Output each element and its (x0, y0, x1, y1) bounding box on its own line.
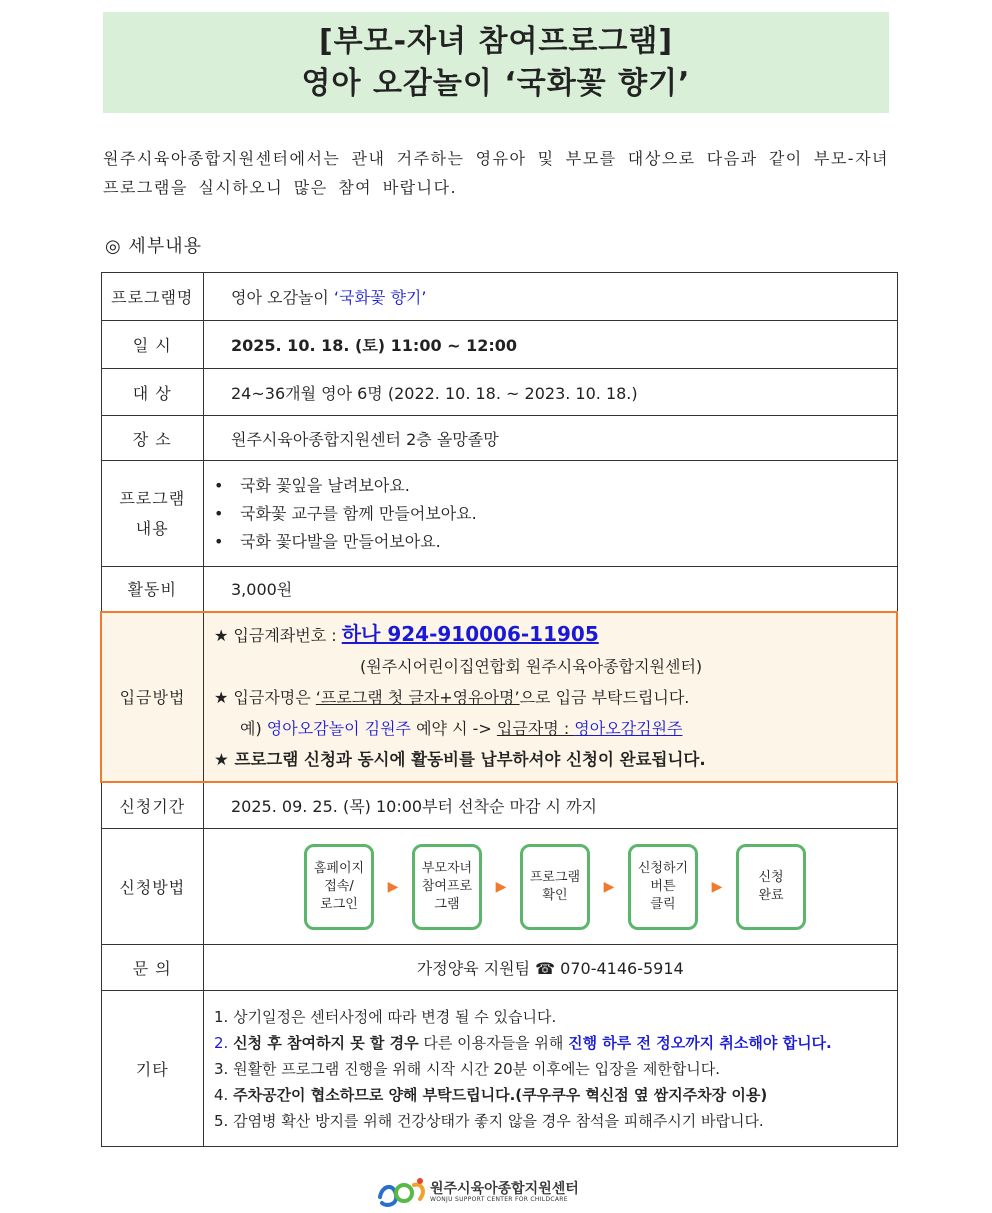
arrow-icon: ▶ (711, 878, 723, 895)
label-period: 신청기간 (101, 782, 204, 829)
example-line (214, 713, 896, 744)
arrow-icon: ▶ (495, 878, 507, 895)
row-target (101, 369, 897, 416)
example-prefix: 예) (240, 718, 267, 738)
account-prefix: ★ 입금계좌번호 : (214, 625, 342, 645)
row-payment (101, 612, 897, 782)
detail-table (100, 272, 898, 1147)
etc-note-2: 2. 신청 후 참여하지 못 할 경우 다른 이용자들을 위해 진행 하루 전 정오까지 취소해야 합니다. (214, 1033, 832, 1052)
label-etc: 기타 (101, 991, 204, 1147)
fee-value: 3,000원 (204, 567, 898, 612)
arrow-icon: ▶ (387, 878, 399, 895)
label-fee: 활동비 (101, 567, 204, 612)
label-place: 장 소 (101, 416, 204, 461)
depositor-suffix: 으로 입금 부탁드립니다. (519, 687, 690, 707)
step-box: 신청 완료 (736, 844, 806, 930)
etc-note-1: 1. 상기일정은 센터사정에 따라 변경 될 수 있습니다. (214, 1007, 557, 1026)
row-fee (101, 567, 897, 612)
row-datetime (101, 321, 897, 369)
payment-notice: ★ 프로그램 신청과 동시에 활동비를 납부하셔야 신청이 완료됩니다. (214, 749, 706, 769)
contact-team: 가정양육 지원팀 (416, 959, 536, 978)
etc-note-3: 3. 원활한 프로그램 진행을 위해 시작 시간 20분 이후에는 입장을 제한합니다. (214, 1059, 721, 1078)
etc-note-4: 4. 주차공간이 협소하므로 양해 부탁드립니다.(쿠우쿠우 혁신점 옆 쌈지주차장 이용) (214, 1085, 768, 1104)
list-item: • 국화꽃 교구를 함께 만들어보아요. (214, 500, 897, 528)
footer-name: 원주시육아종합지원센터 (430, 1181, 579, 1197)
intro-text: 원주시육아종합지원센터에서는 관내 거주하는 영유아 및 부모를 대상으로 다음과 같이 부모-자녀 프로그램을 실시하오니 많은 참여 바랍니다. (103, 149, 889, 197)
step-box: 신청하기 버튼 클릭 (628, 844, 698, 930)
phone-icon: ☎ (535, 959, 556, 978)
title-line2: 영아 오감놀이 ‘국화꽃 향기’ (301, 66, 691, 101)
label-contact: 문 의 (101, 945, 204, 991)
list-item: • 국화 꽃잎을 날려보아요. (214, 472, 897, 500)
center-logo-icon (376, 1175, 428, 1209)
depositor-prefix: ★ 입금자명은 (214, 687, 316, 707)
row-period (101, 782, 897, 829)
label-target: 대 상 (101, 369, 204, 416)
depositor-rule: ‘프로그램 첫 글자+영유아명’ (315, 687, 520, 707)
example-result: 영아오감김원주 (574, 718, 683, 738)
row-content (101, 461, 897, 567)
period-value: 2025. 09. 25. (목) 10:00부터 선착순 마감 시 까지 (204, 782, 898, 829)
example-name: 영아오감놀이 김원주 (266, 718, 411, 738)
arrow-icon: ▶ (603, 878, 615, 895)
title-banner (103, 12, 889, 113)
row-contact (101, 945, 897, 991)
list-item: • 국화 꽃다발을 만들어보아요. (214, 528, 897, 556)
label-content-line1: 프로그램 (119, 488, 186, 508)
account-holder: (원주시어린이집연합회 원주시육아종합지원센터) (360, 656, 703, 676)
label-payment: 입금방법 (101, 612, 204, 782)
account-line (214, 619, 896, 651)
footer-sub: WONJU SUPPORT CENTER FOR CHILDCARE (430, 1196, 568, 1203)
label-datetime: 일 시 (101, 321, 204, 369)
step-flow (204, 844, 897, 930)
program-name-highlight: ‘국화꽃 향기’ (333, 288, 427, 307)
example-mid: 예약 시 -> (411, 718, 497, 738)
step-box: 부모자녀 참여프로 그램 (412, 844, 482, 930)
step-box: 홈페이지 접속/ 로그인 (304, 844, 374, 930)
etc-note-5: 5. 감염병 확산 방지를 위해 건강상태가 좋지 않을 경우 참석을 피해주시기 바랍니다. (214, 1111, 764, 1130)
footer-logo (376, 1175, 616, 1209)
row-place (101, 416, 897, 461)
row-method (101, 829, 897, 945)
step-box: 프로그램 확인 (520, 844, 590, 930)
place-value: 원주시육아종합지원센터 2층 올망졸망 (204, 416, 898, 461)
target-value: 24~36개월 영아 6명 (2022. 10. 18. ~ 2023. 10. 18.) (204, 369, 898, 416)
example-label: 입금자명 : (496, 718, 575, 738)
label-content-line2: 내용 (135, 518, 169, 538)
contact-phone: 070-4146-5914 (555, 959, 684, 978)
program-name-prefix: 영아 오감놀이 (231, 288, 334, 307)
section-heading: ◎ 세부내용 (105, 236, 202, 257)
label-method: 신청방법 (101, 829, 204, 945)
title-line1: [부모-자녀 참여프로그램] (318, 24, 674, 59)
account-number: 하나 924-910006-11905 (341, 621, 599, 646)
row-etc (101, 991, 897, 1147)
label-program-name: 프로그램명 (101, 273, 204, 321)
datetime-value: 2025. 10. 18. (토) 11:00 ~ 12:00 (204, 321, 898, 369)
row-program-name (101, 273, 897, 321)
content-list (204, 472, 897, 556)
depositor-line (214, 682, 896, 713)
